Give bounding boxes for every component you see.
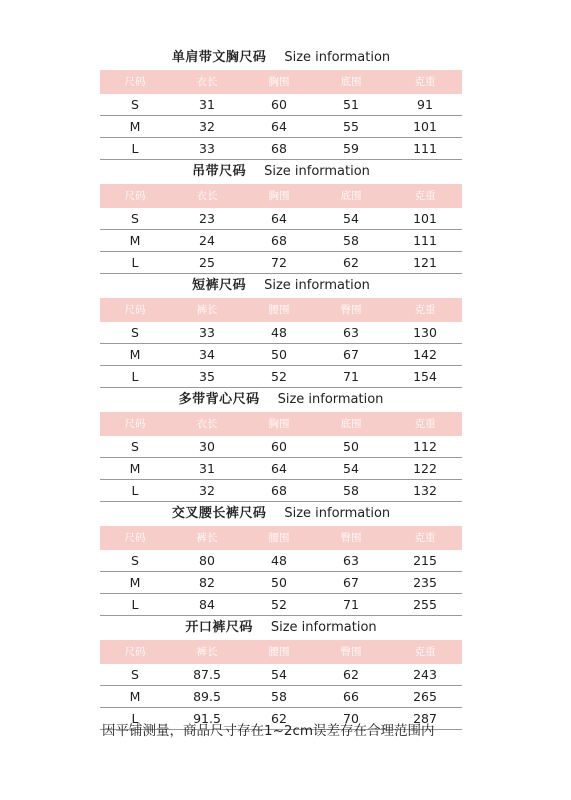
table-cell: 255 [413,597,437,612]
size-label-cell: S [131,553,139,568]
table-title-english: Size information [284,506,391,521]
table-row [100,686,462,708]
table-cell: 66 [343,689,359,704]
table-cell: 48 [271,553,287,568]
size-label-cell: S [131,667,139,682]
table-cell: 62 [343,255,359,270]
table-cell: 60 [271,97,287,112]
table-cell: 34 [199,347,215,362]
table-cell: 48 [271,325,287,340]
column-header: 胸围 [268,76,290,88]
table-cell: 154 [413,369,437,384]
table-title [100,274,462,298]
column-header: 克重 [414,646,436,658]
table-title-english: Size information [270,620,377,635]
column-header: 臀围 [340,646,362,658]
table-cell: 23 [199,211,215,226]
size-label-cell: L [131,141,139,156]
table-cell: 50 [343,439,359,454]
size-tables-container [100,46,462,730]
table-cell: 64 [271,119,287,134]
table-title-english: Size information [277,392,384,407]
size-label-cell: M [129,689,141,704]
table-cell: 35 [199,369,215,384]
size-label-cell: S [131,211,139,226]
column-header: 底围 [340,76,362,88]
table-cell: 67 [343,575,359,590]
column-header: 底围 [340,190,362,202]
table-cell: 52 [271,369,287,384]
table-cell: 111 [413,233,437,248]
column-header: 裤长 [196,304,218,316]
table-title [100,616,462,640]
column-header: 尺码 [124,76,146,88]
table-row [100,116,462,138]
size-label-cell: L [131,711,139,726]
size-table [100,160,462,274]
table-cell: 52 [271,597,287,612]
column-header: 尺码 [124,190,146,202]
table-row [100,344,462,366]
table-cell: 32 [199,483,215,498]
size-label-cell: L [131,369,139,384]
table-cell: 265 [413,689,437,704]
table-title-chinese: 交叉腰长裤尺码 [171,506,267,521]
table-cell: 50 [271,575,287,590]
table-cell: 89.5 [193,689,221,704]
table-row [100,366,462,388]
table-title-english: Size information [264,164,370,179]
table-cell: 82 [199,575,215,590]
size-label-cell: S [131,439,139,454]
table-cell: 142 [413,347,437,362]
table-cell: 54 [343,461,359,476]
table-cell: 71 [343,597,359,612]
table-cell: 59 [343,141,359,156]
table-cell: 287 [413,711,437,726]
table-cell: 80 [199,553,215,568]
size-label-cell: M [129,461,141,476]
table-title-chinese: 短裤尺码 [192,278,247,293]
size-label-cell: S [131,325,139,340]
column-header: 胸围 [268,190,290,202]
table-cell: 64 [271,211,287,226]
column-header: 腰围 [268,304,290,316]
table-header-row [100,70,462,94]
size-table [100,502,462,616]
table-row [100,252,462,274]
table-row [100,550,462,572]
table-row [100,94,462,116]
table-title-english: Size information [284,50,391,65]
table-cell: 33 [199,141,215,156]
table-cell: 71 [343,369,359,384]
table-title-chinese: 吊带尺码 [192,164,247,179]
size-label-cell: S [131,97,139,112]
table-cell: 235 [413,575,437,590]
table-row [100,458,462,480]
size-table [100,616,462,730]
table-title [100,502,462,526]
table-title-english: Size information [264,278,370,293]
table-header-row [100,640,462,664]
column-header: 衣长 [196,418,218,430]
column-header: 臀围 [340,532,362,544]
table-cell: 31 [199,461,215,476]
column-header: 胸围 [268,418,290,430]
size-label-cell: M [129,233,141,248]
table-cell: 122 [413,461,437,476]
table-row [100,208,462,230]
table-cell: 111 [413,141,437,156]
size-label-cell: M [129,119,141,134]
table-cell: 64 [271,461,287,476]
table-cell: 54 [343,211,359,226]
table-cell: 30 [199,439,215,454]
table-cell: 50 [271,347,287,362]
table-cell: 63 [343,553,359,568]
table-cell: 243 [413,667,437,682]
table-cell: 58 [343,483,359,498]
table-title-chinese: 开口裤尺码 [185,620,253,635]
table-cell: 51 [343,97,359,112]
table-row [100,230,462,252]
table-title-chinese: 单肩带文胸尺码 [171,50,267,65]
column-header: 衣长 [196,190,218,202]
table-cell: 58 [271,689,287,704]
size-label-cell: M [129,347,141,362]
table-header-row [100,184,462,208]
column-header: 克重 [414,532,436,544]
column-header: 尺码 [124,418,146,430]
column-header: 裤长 [196,532,218,544]
size-label-cell: L [131,255,139,270]
table-cell: 91.5 [193,711,221,726]
table-cell: 91 [417,97,433,112]
table-cell: 54 [271,667,287,682]
table-row [100,480,462,502]
table-cell: 24 [199,233,215,248]
table-cell: 84 [199,597,215,612]
table-cell: 132 [413,483,437,498]
column-header: 克重 [414,304,436,316]
table-cell: 112 [413,439,437,454]
table-cell: 67 [343,347,359,362]
size-label-cell: L [131,597,139,612]
table-cell: 62 [271,711,287,726]
table-cell: 58 [343,233,359,248]
table-cell: 68 [271,483,287,498]
table-row [100,138,462,160]
column-header: 尺码 [124,304,146,316]
size-label-cell: L [131,483,139,498]
table-title-chinese: 多带背心尺码 [178,392,260,407]
table-cell: 121 [413,255,437,270]
table-cell: 72 [271,255,287,270]
table-title [100,46,462,70]
column-header: 底围 [340,418,362,430]
table-cell: 32 [199,119,215,134]
table-cell: 62 [343,667,359,682]
column-header: 腰围 [268,532,290,544]
table-cell: 68 [271,141,287,156]
column-header: 克重 [414,418,436,430]
table-cell: 215 [413,553,437,568]
size-table [100,388,462,502]
table-title [100,160,462,184]
measurement-footnote: 因平铺测量，商品尺寸存在1~2cm误差存在合理范围内 [102,723,435,739]
table-cell: 60 [271,439,287,454]
column-header: 尺码 [124,532,146,544]
column-header: 裤长 [196,646,218,658]
table-cell: 31 [199,97,215,112]
column-header: 尺码 [124,646,146,658]
table-cell: 101 [413,211,437,226]
size-label-cell: M [129,575,141,590]
table-row [100,322,462,344]
table-header-row [100,298,462,322]
size-table [100,46,462,160]
column-header: 克重 [414,190,436,202]
table-row [100,664,462,686]
column-header: 腰围 [268,646,290,658]
column-header: 臀围 [340,304,362,316]
table-cell: 68 [271,233,287,248]
table-header-row [100,412,462,436]
table-row [100,594,462,616]
size-table [100,274,462,388]
table-cell: 87.5 [193,667,221,682]
table-cell: 130 [413,325,437,340]
table-header-row [100,526,462,550]
table-title [100,388,462,412]
table-row [100,436,462,458]
column-header: 衣长 [196,76,218,88]
table-cell: 63 [343,325,359,340]
column-header: 克重 [414,76,436,88]
table-cell: 33 [199,325,215,340]
table-cell: 101 [413,119,437,134]
table-cell: 70 [343,711,359,726]
table-row [100,572,462,594]
table-cell: 25 [199,255,215,270]
table-cell: 55 [343,119,359,134]
